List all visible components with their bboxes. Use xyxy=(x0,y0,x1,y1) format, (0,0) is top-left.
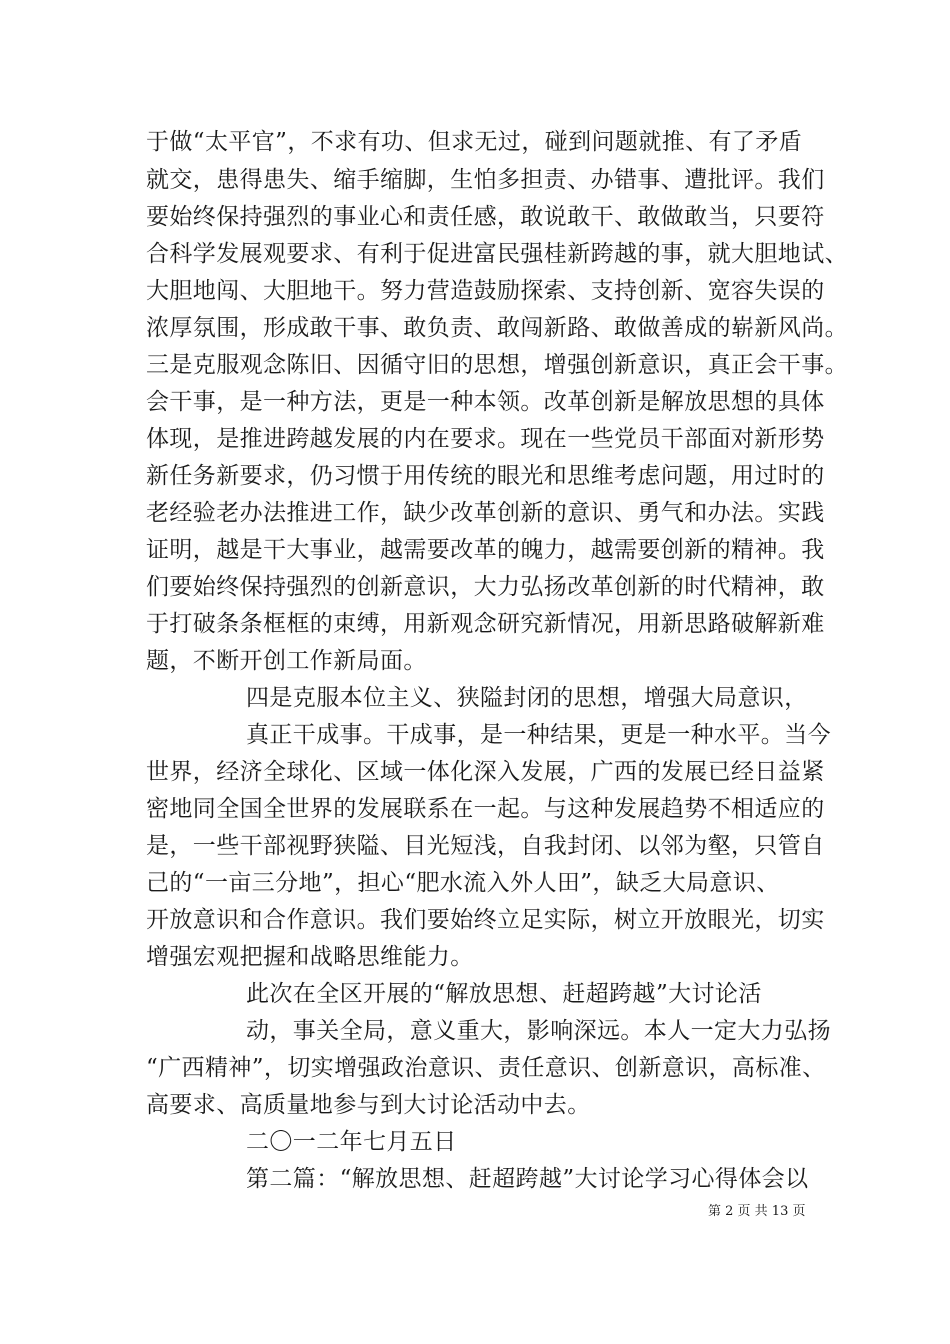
body-line: 是，一些干部视野狭隘、目光短浅，自我封闭、以邻为壑，只管自 xyxy=(146,833,825,859)
body-line: 老经验老办法推进工作，缺少改革创新的意识、勇气和办法。实践 xyxy=(146,500,825,526)
body-line: 三是克服观念陈旧、因循守旧的思想，增强创新意识，真正会干事。 xyxy=(146,352,848,378)
body-line: 于做“太平官”，不求有功、但求无过，碰到问题就推、有了矛盾 xyxy=(146,129,803,155)
body-line: 真正干成事。干成事，是一种结果，更是一种水平。当今 xyxy=(246,722,831,748)
body-line: 新任务新要求，仍习惯于用传统的眼光和思维考虑问题，用过时的 xyxy=(146,463,825,489)
body-line: “广西精神”，切实增强政治意识、责任意识、创新意识，高标准、 xyxy=(146,1055,826,1081)
body-line: 增强宏观把握和战略思维能力。 xyxy=(146,944,474,970)
body-line: 合科学发展观要求、有利于促进富民强桂新跨越的事，就大胆地试、 xyxy=(146,241,848,267)
body-line: 此次在全区开展的“解放思想、赶超跨越”大讨论活 xyxy=(246,981,762,1007)
body-line: 们要始终保持强烈的创新意识，大力弘扬改革创新的时代精神，敢 xyxy=(146,574,825,600)
body-line: 证明，越是干大事业，越需要改革的魄力，越需要创新的精神。我 xyxy=(146,537,825,563)
body-line: 己的“一亩三分地”，担心“肥水流入外人田”，缺乏大局意识、 xyxy=(146,870,780,896)
body-line: 四是克服本位主义、狭隘封闭的思想，增强大局意识， xyxy=(246,685,808,711)
body-line: 于打破条条框框的束缚，用新观念研究新情况，用新思路破解新难 xyxy=(146,611,825,637)
body-line: 要始终保持强烈的事业心和责任感，敢说敢干、敢做敢当，只要符 xyxy=(146,204,825,230)
body-line: 就交，患得患失、缩手缩脚，生怕多担责、办错事、遭批评。我们 xyxy=(146,167,825,193)
body-line: 浓厚氛围，形成敢干事、敢负责、敢闯新路、敢做善成的崭新风尚。 xyxy=(146,315,848,341)
page-number-footer: 第 2 页 共 13 页 xyxy=(708,1204,806,1219)
body-line: 体现，是推进跨越发展的内在要求。现在一些党员干部面对新形势 xyxy=(146,426,825,452)
body-line: 世界，经济全球化、区域一体化深入发展，广西的发展已经日益紧 xyxy=(146,759,825,785)
body-line: 题，不断开创工作新局面。 xyxy=(146,648,427,674)
section-heading-line: 第二篇：“解放思想、赶超跨越”大讨论学习心得体会以 xyxy=(246,1166,809,1192)
body-line: 大胆地闯、大胆地干。努力营造鼓励探索、支持创新、宽容失误的 xyxy=(146,278,825,304)
body-line: 会干事，是一种方法，更是一种本领。改革创新是解放思想的具体 xyxy=(146,389,825,415)
body-line: 高要求、高质量地参与到大讨论活动中去。 xyxy=(146,1092,591,1118)
body-line: 密地同全国全世界的发展联系在一起。与这种发展趋势不相适应的 xyxy=(146,796,825,822)
body-line: 开放意识和合作意识。我们要始终立足实际，树立开放眼光，切实 xyxy=(146,907,825,933)
date-line: 二〇一二年七月五日 xyxy=(246,1129,457,1155)
body-line: 动，事关全局，意义重大，影响深远。本人一定大力弘扬 xyxy=(246,1018,831,1044)
